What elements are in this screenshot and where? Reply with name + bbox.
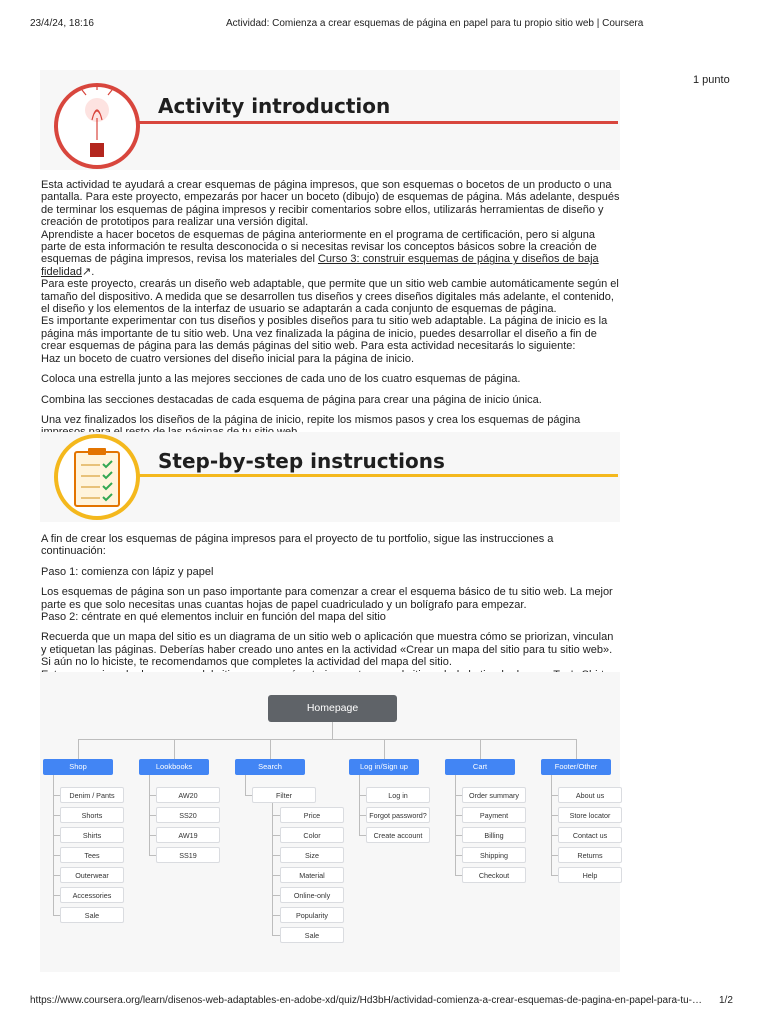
sitemap-page: Tees xyxy=(60,847,124,863)
sitemap-page: SS19 xyxy=(156,847,220,863)
sitemap-page: Outerwear xyxy=(60,867,124,883)
sitemap-page: Denim / Pants xyxy=(60,787,124,803)
step-2-body: Recuerda que un mapa del sitio es un diagrama de un sitio web o aplicación que muestra cómo se priorizan, vinculan y etiquetan las páginas. Deberías haber creado uno antes en la actividad «Crear un mapa del sitio para tu sitio web». Si aún no lo hiciste, te recomendamos que completes la actividad del mapa del sitio. xyxy=(41,631,614,669)
step-1-title: Paso 1: comienza con lápiz y papel xyxy=(41,565,214,578)
intro-paragraph-1: Esta actividad te ayudará a crear esquemas de página impresos, que son esquemas o bocetos de un producto o una pantalla. Para este proyecto, empezarás por hacer un boceto (dibujo) de esquemas de página. Más adelante, después de terminar los esquemas de página impresos y recibir comentarios sobre ellos, utilizarás herramientas de diseño y creación de prototipos para realizar una versión digital. xyxy=(41,179,620,229)
intro-step-0: Haz un boceto de cuatro versiones del diseño inicial para la página de inicio. xyxy=(41,352,415,365)
connector-line xyxy=(576,739,577,759)
sitemap-page: Order summary xyxy=(462,787,526,803)
sitemap-page: About us xyxy=(558,787,622,803)
banner-divider xyxy=(138,474,618,477)
sitemap-page: Log in xyxy=(366,787,430,803)
print-url: https://www.coursera.org/learn/disenos-web-adaptables-en-adobe-xd/quiz/Hd3bH/actividad-comienza-a-crear-esquemas-de-pagina-en-papel-para-tu-… xyxy=(30,995,703,1006)
intro-paragraph-3: Para este proyecto, crearás un diseño web adaptable, que permite que un sitio web cambie automáticamente según el tamaño del dispositivo. A medida que se desarrollen tus diseños y crees diseños digitales más adelante, el contenido, el diseño y los elementos de la interfaz de usuario se adaptarán a cada conjunto de esquemas de página. xyxy=(41,278,619,316)
sitemap-page: Shirts xyxy=(60,827,124,843)
sitemap-page: Returns xyxy=(558,847,622,863)
connector-line xyxy=(272,875,280,876)
sitemap-page: Create account xyxy=(366,827,430,843)
sitemap-page: Accessories xyxy=(60,887,124,903)
connector-line xyxy=(480,739,481,759)
print-datetime: 23/4/24, 18:16 xyxy=(30,18,94,29)
connector-line xyxy=(359,775,360,835)
connector-line xyxy=(272,915,280,916)
connector-line xyxy=(272,855,280,856)
connector-line xyxy=(270,739,271,759)
intro-step-2: Combina las secciones destacadas de cada esquema de página para crear una página de inicio única. xyxy=(41,393,542,406)
intro-section xyxy=(41,179,621,439)
sitemap-page: Contact us xyxy=(558,827,622,843)
sitemap-subpage: Popularity xyxy=(280,907,344,923)
intro-paragraph-4: Es importante experimentar con tus diseños y posibles diseños para tu sitio web adaptable. La página de inicio es la página más importante de tu sitio web. Una vez finalizada la página de inicio, puedes desarrollar el diseño a fin de crear esquemas de página para las demás páginas del sitio web. Para esta actividad necesitarás lo siguiente: xyxy=(41,315,608,353)
sitemap-page: Shorts xyxy=(60,807,124,823)
sitemap-page: SS20 xyxy=(156,807,220,823)
connector-line xyxy=(78,739,576,740)
sitemap-page: Billing xyxy=(462,827,526,843)
connector-line xyxy=(455,775,456,875)
step-2-title: Paso 2: céntrate en qué elementos incluir en función del mapa del sitio xyxy=(41,611,386,624)
connector-line xyxy=(384,739,385,759)
sitemap-root-node: Homepage xyxy=(268,695,397,722)
sitemap-page: Store locator xyxy=(558,807,622,823)
lightbulb-icon xyxy=(40,70,150,170)
connector-line xyxy=(272,815,280,816)
connector-line xyxy=(245,775,246,795)
connector-line xyxy=(332,722,333,739)
steps-lead: A fin de crear los esquemas de página impresos para el proyecto de tu portfolio, sigue las instrucciones a continuación: xyxy=(41,533,554,558)
sitemap-category: Lookbooks xyxy=(139,759,209,775)
sitemap-subpage: Size xyxy=(280,847,344,863)
sitemap-subpage: Price xyxy=(280,807,344,823)
sitemap-subpage: Material xyxy=(280,867,344,883)
sitemap-subpage: Color xyxy=(280,827,344,843)
external-link-icon: ↗ xyxy=(81,265,92,278)
sitemap-page: Help xyxy=(558,867,622,883)
intro-paragraph-2-end: . xyxy=(91,265,95,278)
sitemap-page: Payment xyxy=(462,807,526,823)
steps-section xyxy=(41,533,621,681)
connector-line xyxy=(272,835,280,836)
sitemap-subpage: Online-only xyxy=(280,887,344,903)
sitemap-page: Filter xyxy=(252,787,316,803)
intro-paragraph-2-text: Aprendiste a hacer bocetos de esquemas de página anteriormente en el programa de certificación, pero si alguna parte de esta información te resulta desconocida o si necesitas revisar los conceptos básicos sobre la creación de esquemas de página impresos, revisa los materiales del xyxy=(41,228,597,266)
sitemap-page: AW20 xyxy=(156,787,220,803)
sitemap-diagram xyxy=(40,672,620,972)
connector-line xyxy=(551,775,552,875)
sitemap-subpage: Sale xyxy=(280,927,344,943)
sitemap-category: Search xyxy=(235,759,305,775)
clipboard-checklist-icon xyxy=(40,432,150,522)
sitemap-page: Shipping xyxy=(462,847,526,863)
banner-divider xyxy=(138,121,618,124)
sitemap-page: Sale xyxy=(60,907,124,923)
intro-step-1: Coloca una estrella junto a las mejores secciones de cada uno de los cuatro esquemas de página. xyxy=(41,373,521,386)
banner-title: Activity introduction xyxy=(158,94,391,118)
sitemap-page: Forgot password? xyxy=(366,807,430,823)
sitemap-category: Cart xyxy=(445,759,515,775)
course-3-link[interactable]: Curso 3: construir esquemas de página y diseños de baja fidelidad xyxy=(41,253,599,278)
banner-title: Step-by-step instructions xyxy=(158,449,445,473)
intro-step-3: Una vez finalizados los diseños de la página de inicio, repite los mismos pasos y crea los esquemas de página xyxy=(41,413,581,426)
print-page-number: 1/2 xyxy=(719,995,733,1006)
step-1-body: Los esquemas de página son un paso importante para comenzar a crear el esquema básico de tu sitio web. La mejor parte es que solo necesitas unas cuantas hojas de papel cuadriculado y un bolígrafo para empezar. xyxy=(41,586,613,611)
points-label: 1 punto xyxy=(693,74,730,86)
activity-intro-banner xyxy=(40,70,620,170)
connector-line xyxy=(272,895,280,896)
intro-paragraph-2 xyxy=(41,229,621,279)
print-page-title: Actividad: Comienza a crear esquemas de página en papel para tu propio sitio web | Coursera xyxy=(226,18,644,29)
sitemap-page: Checkout xyxy=(462,867,526,883)
connector-line xyxy=(53,775,54,915)
sitemap-category: Log in/Sign up xyxy=(349,759,419,775)
sitemap-category: Shop xyxy=(43,759,113,775)
connector-line xyxy=(272,935,280,936)
sitemap-page: AW19 xyxy=(156,827,220,843)
sitemap-category: Footer/Other xyxy=(541,759,611,775)
connector-line xyxy=(78,739,79,759)
step-by-step-banner xyxy=(40,432,620,522)
connector-line xyxy=(174,739,175,759)
